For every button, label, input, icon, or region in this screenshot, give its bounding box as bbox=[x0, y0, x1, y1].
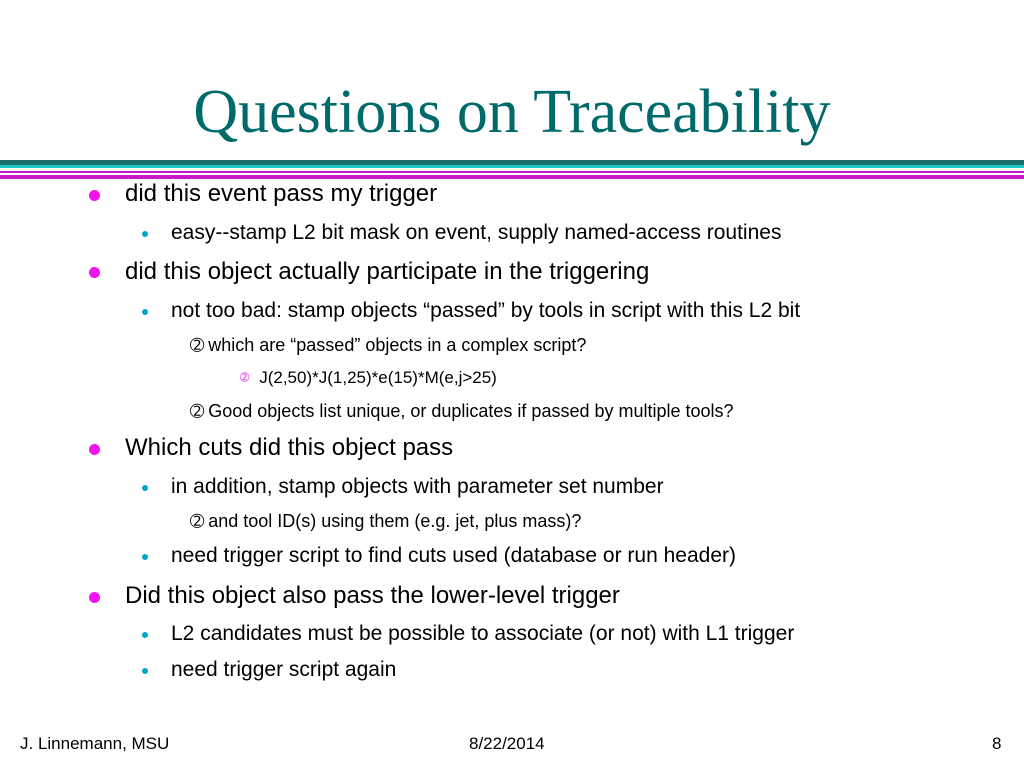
bullet-small-icon bbox=[142, 231, 148, 237]
bullet-dot-icon bbox=[89, 592, 100, 603]
title-divider-magenta-thin bbox=[0, 171, 1024, 173]
footer-page-number: 8 bbox=[992, 734, 1002, 753]
bullet-level4 bbox=[240, 367, 497, 389]
bullet-level2: need trigger script to find cuts used (database or run header) bbox=[171, 544, 736, 567]
slide-title: Questions on Traceability bbox=[193, 78, 831, 146]
title-divider-light bbox=[0, 165, 1024, 168]
footer-date: 8/22/2014 bbox=[469, 734, 545, 753]
bullet-level3 bbox=[190, 510, 581, 533]
bullet-level4-text: J(2,50)*J(1,25)*e(15)*M(e,j>25) bbox=[259, 368, 497, 387]
bullet-dot-icon bbox=[89, 444, 100, 455]
circled-two-icon: ➁ bbox=[190, 512, 205, 531]
bullet-small-icon bbox=[142, 554, 148, 560]
circled-two-icon: ➁ bbox=[240, 372, 250, 384]
bullet-level3 bbox=[190, 400, 734, 423]
title-divider-magenta bbox=[0, 175, 1024, 179]
bullet-level3-text: which are “passed” objects in a complex script? bbox=[208, 335, 587, 355]
bullet-level2: L2 candidates must be possible to associate (or not) with L1 trigger bbox=[171, 622, 795, 645]
bullet-dot-icon bbox=[89, 267, 100, 278]
circled-two-icon: ➁ bbox=[190, 402, 205, 421]
bullet-level1: did this object actually participate in the triggering bbox=[125, 258, 650, 285]
bullet-level2: in addition, stamp objects with parameter set number bbox=[171, 475, 664, 498]
bullet-small-icon bbox=[142, 668, 148, 674]
circled-two-icon: ➁ bbox=[190, 336, 205, 355]
bullet-level3 bbox=[190, 334, 586, 357]
bullet-level2: easy--stamp L2 bit mask on event, supply named-access routines bbox=[171, 221, 782, 244]
bullet-level1: did this event pass my trigger bbox=[125, 180, 438, 207]
bullet-level1: Which cuts did this object pass bbox=[125, 434, 454, 461]
bullet-dot-icon bbox=[89, 190, 100, 201]
bullet-level3-text: and tool ID(s) using them (e.g. jet, plus mass)? bbox=[208, 511, 582, 531]
footer-author: J. Linnemann, MSU bbox=[20, 734, 170, 753]
bullet-level1: Did this object also pass the lower-level trigger bbox=[125, 582, 620, 609]
bullet-small-icon bbox=[142, 485, 148, 491]
bullet-level2: need trigger script again bbox=[171, 658, 397, 681]
bullet-level3-text: Good objects list unique, or duplicates if passed by multiple tools? bbox=[208, 401, 734, 421]
bullet-level2: not too bad: stamp objects “passed” by tools in script with this L2 bit bbox=[171, 299, 801, 322]
bullet-small-icon bbox=[142, 309, 148, 315]
bullet-small-icon bbox=[142, 632, 148, 638]
